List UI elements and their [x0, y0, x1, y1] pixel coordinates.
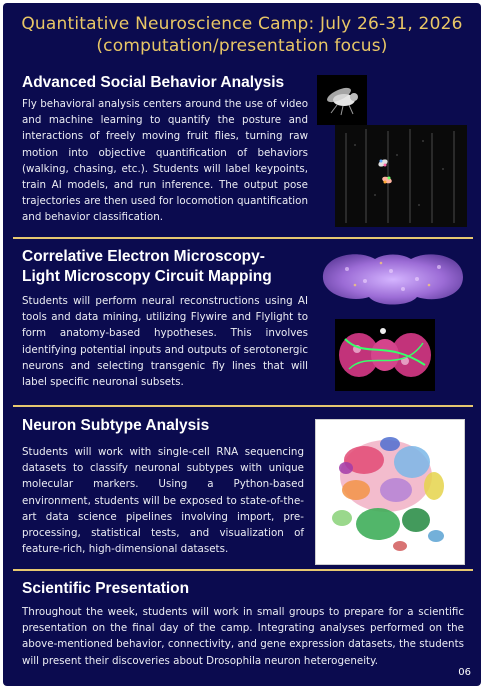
section-heading-neuron-subtype: Neuron Subtype Analysis	[22, 417, 210, 434]
section-heading-social-behavior: Advanced Social Behavior Analysis	[22, 74, 285, 91]
section-body-presentation: Throughout the week, students will work in small groups to prepare for a scientific presentation on the final day of the camp. Integrating analyses performed on the above-mentioned behavior, connectivity, and gene expression datasets, the students will present their discoveries about Drosophila neuron heterogeneity.	[22, 606, 464, 667]
page-title	[3, 13, 481, 57]
fly-tracking-video-frame	[335, 125, 467, 227]
section-divider-2	[13, 405, 473, 407]
section-body-neuron-subtype: Students will work with single-cell RNA sequencing datasets to classify neuronal subtypes with unique molecular markers. Using a Python-based environment, students will be exposed to state-of-the-art data science pipelines involving import, pre-processing, statistical tests, and visualization of feature-rich, high-dimensional datasets.	[22, 446, 304, 556]
section-heading-circuit-mapping	[22, 247, 272, 287]
heading-line-1: Correlative Electron Microscopy-	[22, 248, 265, 265]
fly-brain-em-reconstruction	[317, 245, 469, 315]
section-heading-presentation: Scientific Presentation	[22, 580, 190, 597]
section-divider-3	[13, 569, 473, 571]
fly-brain-confocal-image	[335, 319, 435, 391]
section-body-circuit-mapping: Students will perform neural reconstructions using AI tools and data mining, utilizing Flywire and Flylight to form anatomy-based hypotheses. This involves identifying potential inputs and outputs of serotonergic neurons and selecting transgenic fly lines that will label specific neuronal subsets.	[22, 295, 308, 389]
single-cell-umap-plot	[315, 419, 465, 565]
heading-line-2: Light Microscopy Circuit Mapping	[22, 268, 272, 285]
section-body-social-behavior: Fly behavioral analysis centers around the use of video and machine learning to quantify the posture and interactions of freely moving fruit flies, turning raw motion into objective quantification of behaviors (walking, chasing, etc.). Students will label keypoints, train AI models, and run inference. The output pose trajectories are then used for locomotion quantification and behavior classification.	[22, 98, 308, 224]
title-line-1: Quantitative Neuroscience Camp: July 26-31, 2026	[21, 14, 463, 34]
fruit-fly-photo	[317, 75, 367, 125]
section-divider-1	[13, 237, 473, 239]
page-number: 06	[458, 667, 471, 678]
brochure-page	[3, 3, 481, 686]
title-line-2: (computation/presentation focus)	[96, 36, 388, 56]
